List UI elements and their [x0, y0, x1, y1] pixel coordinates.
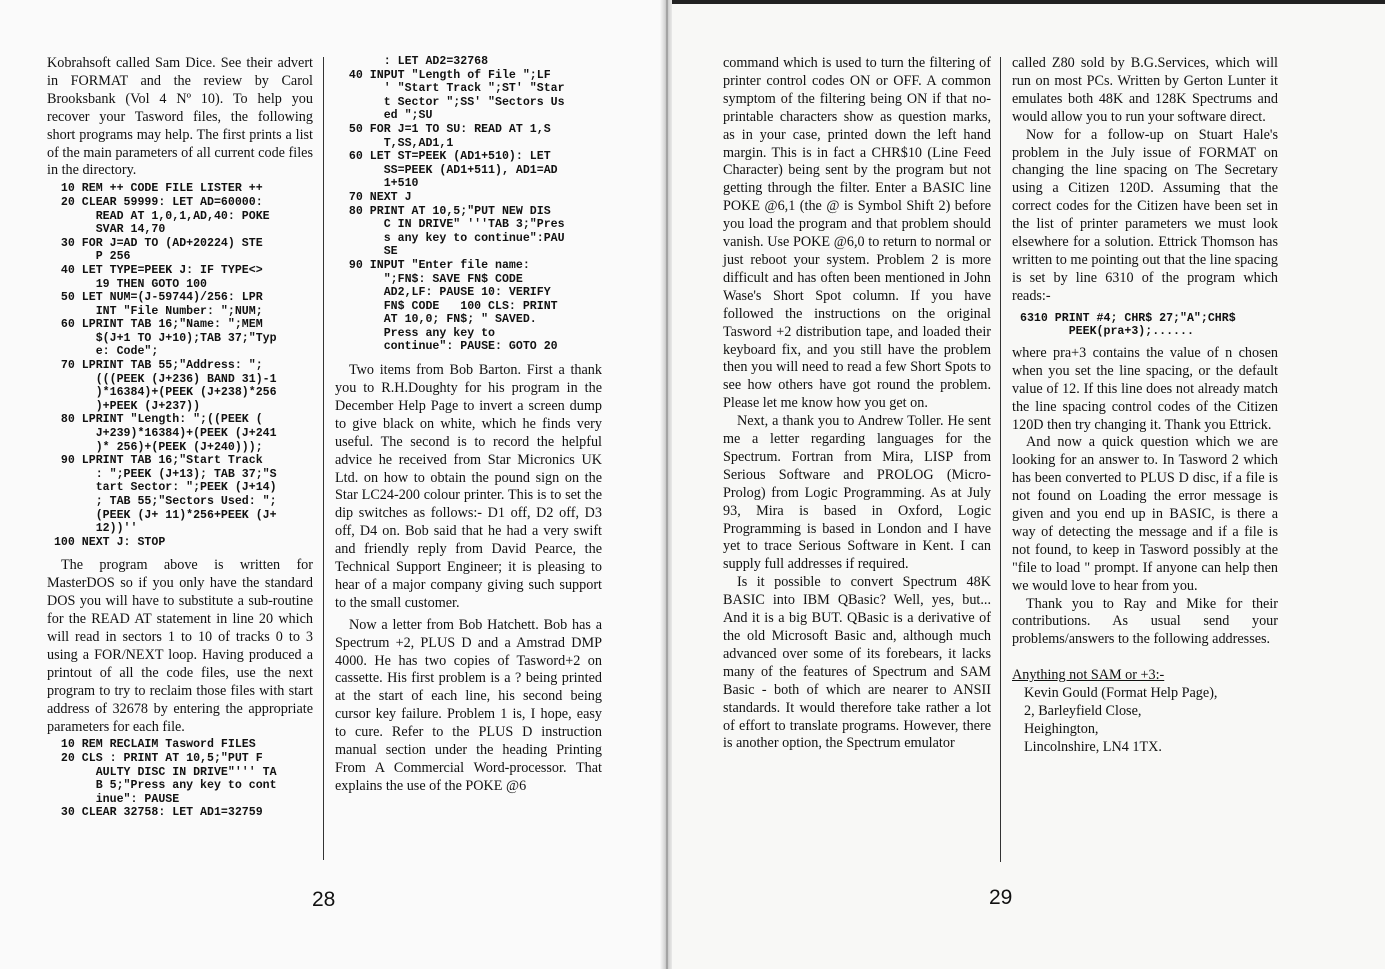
code-line: PEEK(pra+3);...... [1020, 325, 1194, 339]
code-line: 30 FOR J=AD TO (AD+20224) STE [47, 236, 263, 250]
code-line: 90 LPRINT TAB 16;"Start Track [47, 454, 263, 468]
code-line: 12))'' [47, 522, 138, 536]
column-divider [1000, 57, 1001, 862]
code-line: 20 CLS : PRINT AT 10,5;"PUT F [47, 752, 263, 766]
code-line: tart Sector: ";PEEK (J+14) [47, 481, 277, 495]
code-line: 50 LET NUM=(J-59744)/256: LPR [47, 291, 263, 305]
code-line: 60 LET ST=PEEK (AD1+510): LET [335, 150, 551, 164]
thanks-paragraph: Thank you to Ray and Mike for their contributions. As usual send your problems/answers to the following addresses. [1012, 595, 1278, 648]
code-line: (((PEEK (J+236) BAND 31)-1 [47, 372, 277, 386]
code-line: $(J+1 TO J+10);TAB 37;"Typ [47, 331, 277, 345]
right-column-2 [1012, 55, 1278, 757]
code-line: 50 FOR J=1 TO SU: READ AT 1,S [335, 122, 551, 136]
code-line: )*16384)+(PEEK (J+238)*256 [47, 386, 277, 400]
code-line: (PEEK (J+ 11)*256+PEEK (J+ [47, 508, 277, 522]
code-line: ed ";SU [335, 109, 433, 123]
code-line: )+PEEK (J+237)) [47, 399, 201, 413]
bob-hatchett-paragraph: Now a letter from Bob Hatchett. Bob has a Spectrum +2, PLUS D and a Amstrad DMP 4000. He has two copies of Tasword+2 on cassette. His first problem is a ? being printed at the start of each line, his second being cursor key failure. Problem 1 is, I hope, easy to cure. Refer to the PLUS D instruction manual section under the heading Printing From A Commercial Word-processor. That explains the use of the POKE @6 [335, 616, 602, 794]
line-6310-code [1020, 312, 1278, 339]
address-line: 2, Barleyfield Close, [1024, 703, 1142, 720]
address-heading: Anything not SAM or +3:- [1012, 667, 1165, 684]
code-line: ";FN$: SAVE FN$ CODE [335, 272, 523, 286]
code-line: 30 CLEAR 32758: LET AD1=32759 [47, 806, 263, 820]
code-line: )* 256)+(PEEK (J+240))); [47, 440, 263, 454]
top-edge [672, 0, 1385, 4]
code-line: 20 CLEAR 59999: LET AD=60000: [47, 195, 263, 209]
bob-barton-paragraph: Two items from Bob Barton. First a thank you to R.H.Doughty for his program in the December Help Page to invert a screen dump to give black on white, which he finds very useful. The second is to record the helpful advice he received from Star Micronics UK Ltd. on how to obtain the pound sign on the Star LC24-200 colour printer. This is to set the dip switches as follows:- D1 off, D2 off, D3 off, D4 on. Bob said that he had a very swift and friendly reply from David Pearce, the Technical Support Engineer; it is pleasing to hear of a major company giving such support to the small customer. [335, 362, 602, 611]
right-column-1 [723, 55, 991, 753]
masterdos-paragraph: The program above is written for MasterDOS so if you only have the standard DOS you will have to substitute a sub-routine for the READ AT statement in line 20 which will read in sectors 1 to 10 of tracks 0 to 3 using a FOR/NEXT loop. Having produced a printout of all the code files, use the next program to try to reclaim those files with start address of 32678 by entering the appropriate parameters for each file. [47, 557, 313, 735]
address-block [1024, 685, 1278, 757]
page-number: 29 [989, 886, 1013, 909]
left-column-1 [47, 55, 313, 820]
code-line: 1+510 [335, 177, 419, 191]
code-line: 80 PRINT AT 10,5;"PUT NEW DIS [335, 204, 551, 218]
code-file-lister-program [47, 182, 313, 549]
code-line: inue": PAUSE [47, 792, 180, 806]
reclaim-program [47, 738, 313, 820]
code-line: INT "File Number: ";NUM; [47, 304, 263, 318]
code-line: 60 LPRINT TAB 16;"Name: ";MEM [47, 318, 263, 332]
code-line: continue": PAUSE: GOTO 20 [335, 340, 558, 354]
code-line: AULTY DISC IN DRIVE"''' TA [47, 765, 277, 779]
code-line: 40 LET TYPE=PEEK J: IF TYPE<> [47, 263, 263, 277]
code-line: 70 LPRINT TAB 55;"Address: "; [47, 359, 263, 373]
languages-paragraph: Next, a thank you to Andrew Toller. He sent me a letter regarding languages for the Spectrum. Fortran from Mira, LISP from Serious Software and PROLOG (Micro-Prolog) from Logic Programming. As at July 93, Mira is based in Oxford, Logic Programming is based in London and I have yet to trace Serious Software in Kent. I can supply full addresses if required. [723, 413, 991, 573]
z80-paragraph: called Z80 sold by B.G.Services, which will run on most PCs. Written by Gerton Lunter it emulates both 48K and 128K Spectrums and would allow you to run your software direct. [1012, 55, 1278, 125]
code-line: SS=PEEK (AD1+511), AD1=AD [335, 163, 558, 177]
address-line: Heighington, [1024, 721, 1099, 737]
poke-paragraph: command which is used to turn the filtering of printer control codes ON or OFF. A common symptom of the filtering being ON if that no-printable characters show as question marks, as in your case, printed down the left hand margin. This is in fact a CHR$10 (Line Feed Character) being sent by the program but not getting through the filter. Enter a BASIC line POKE @6,1 (the @ is Symbol Shift 2) before you load the program and that problem should vanish. Use POKE @6,0 to return to normal or just reboot your system. Problem 2 is more difficult and has often been mentioned in John Wase's Short Spot column. If you have followed the instructions on the original Tasword +2 distribution tape, and loaded their keyboard fix, and you still have the problem then you will need to read a few Short Spots to see how others have got round the problem. Please let me know how you get on. [723, 55, 991, 412]
code-line: Press any key to [335, 326, 496, 340]
column-divider [323, 57, 324, 860]
code-line: e: Code"; [47, 345, 159, 359]
intro-paragraph: Kobrahsoft called Sam Dice. See their advert in FORMAT and the review by Carol Brooksbank (Vol 4 Nº 10). To help you recover your Tasword files, the following short programs may help. The first prints a list of the main parameters of all current code files in the directory. [47, 55, 313, 179]
code-line: 40 INPUT "Length of File ";LF [335, 68, 551, 82]
code-line: 80 LPRINT "Length: ";((PEEK ( [47, 413, 263, 427]
left-page [0, 0, 668, 969]
code-line: ; TAB 55;"Sectors Used: "; [47, 495, 277, 508]
page-number: 28 [312, 888, 336, 911]
right-page [672, 0, 1385, 969]
code-line: C IN DRIVE" '''TAB 3;"Pres [335, 218, 565, 232]
code-line: READ AT 1,0,1,AD,40: POKE [47, 209, 270, 223]
code-line: P 256 [47, 250, 131, 264]
code-line: SE [335, 245, 398, 259]
code-line: J+239)*16384)+(PEEK (J+241 [47, 427, 277, 441]
code-line: : LET AD2=32768 [335, 55, 489, 68]
address-line: Kevin Gould (Format Help Page), [1024, 685, 1218, 702]
question-paragraph: And now a quick question which we are looking for an answer to. In Tasword 2 which has been converted to PLUS D disc, if a file is not found on Loading the error message is given and you end up in BASIC, is there a way of detecting the message and if a file is not found, to keep in Tasword possibly at the "file to load " prompt. If anyone can help then we would love to hear from you. [1012, 434, 1278, 594]
code-line: 19 THEN GOTO 100 [47, 277, 208, 291]
code-line: 70 NEXT J [335, 190, 412, 204]
code-line: 6310 PRINT #4; CHR$ 27;"A";CHR$ [1020, 311, 1236, 325]
address-line: Lincolnshire, LN4 1TX. [1024, 738, 1162, 755]
code-line: 90 INPUT "Enter file name: [335, 258, 530, 272]
reclaim-program-continued [335, 55, 602, 354]
code-line: ' "Start Track ";ST' "Star [335, 82, 565, 96]
code-line: 100 NEXT J: STOP [47, 535, 166, 549]
code-line: FN$ CODE 100 CLS: PRINT [335, 299, 558, 313]
code-line: T,SS,AD1,1 [335, 136, 454, 150]
code-line: : ";PEEK (J+13); TAB 37;"S [47, 467, 277, 481]
code-line: 10 REM ++ CODE FILE LISTER ++ [47, 182, 263, 196]
code-line: B 5;"Press any key to cont [47, 779, 277, 793]
pra3-paragraph: where pra+3 contains the value of n chosen when you set the line spacing, or the default value of 12. If this line does not already match the line spacing control codes of the Citizen 120D then try changing it. Thank you Ettrick. [1012, 344, 1278, 433]
code-line: AD2,LF: PAUSE 10: VERIFY [335, 286, 551, 300]
code-line: AT 10,0; FN$; " SAVED. [335, 313, 537, 327]
code-line: 10 REM RECLAIM Tasword FILES [47, 738, 256, 752]
left-column-2 [335, 55, 602, 796]
line-spacing-paragraph: Now for a follow-up on Stuart Hale's problem in the July issue of FORMAT on changing the line spacing on The Secretary using a Citizen 120D. Assuming that the correct codes for the Citizen have been set in the list of printer parameters we must look elsewhere for a solution. Ettrick Thomson has written to me pointing out that the line spacing is set by line 6310 of the program which reads:- [1012, 126, 1278, 304]
qbasic-paragraph: Is it possible to convert Spectrum 48K BASIC into IBM QBasic? Well, yes, but... And it is a big BUT. QBasic is a derivative of the old Microsoft Basic and, although much advanced over some of its forebears, it lacks many of the features of Spectrum and SAM Basic - both of which are nearer to ANSII standards. It would therefore take rather a lot of effort to translate programs. However, there is another option, the Spectrum emulator [723, 574, 991, 752]
code-line: s any key to continue":PAU [335, 231, 565, 245]
code-line: t Sector ";SS' "Sectors Us [335, 95, 565, 109]
code-line: SVAR 14,70 [47, 223, 166, 237]
